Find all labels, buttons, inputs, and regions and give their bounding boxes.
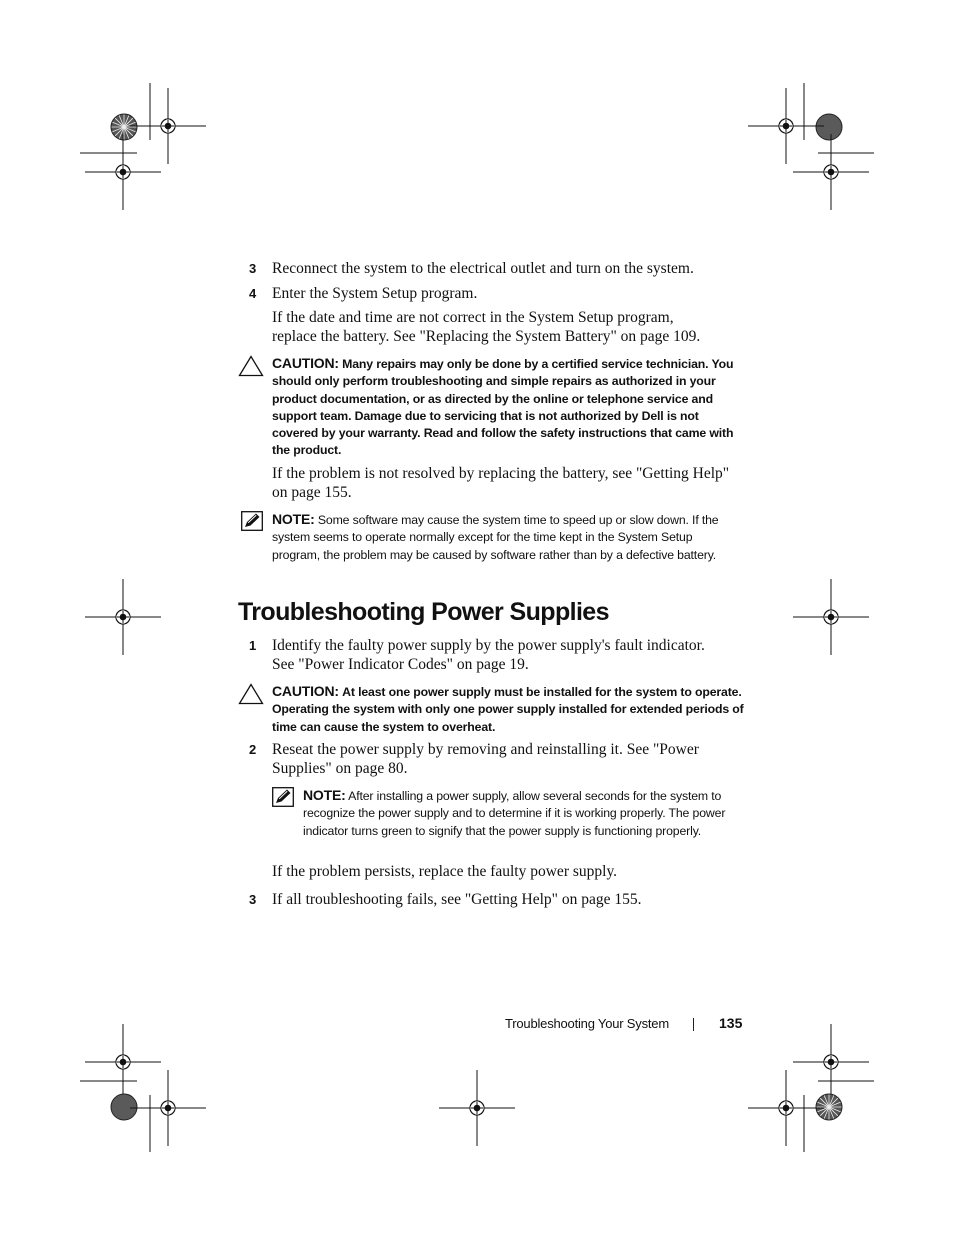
caution-triangle-icon bbox=[238, 355, 264, 377]
footer-divider bbox=[693, 1018, 694, 1031]
caution-triangle-icon bbox=[238, 683, 264, 705]
step-number: 3 bbox=[249, 892, 257, 907]
note-text: After installing a power supply, allow several seconds for the system to recognize the power supply and to determine if it is working properly. The power indicator turns green to signify that the power supply is functioning properly. bbox=[303, 789, 726, 838]
step-text: If all troubleshooting fails, see "Getting Help" on page 155. bbox=[272, 891, 642, 908]
step-number: 2 bbox=[249, 742, 257, 757]
note-label: NOTE: bbox=[303, 787, 346, 803]
paragraph-date-time: If the date and time are not correct in the System Setup program, replace the battery. See "Replacing the System Battery" on page 109. bbox=[272, 309, 701, 345]
caution-notice bbox=[272, 683, 746, 736]
step-number: 3 bbox=[249, 261, 257, 276]
caution-label: CAUTION: bbox=[272, 683, 339, 699]
note-pencil-icon bbox=[272, 787, 294, 807]
paragraph-persists: If the problem persists, replace the faulty power supply. bbox=[272, 863, 618, 880]
note-label: NOTE: bbox=[272, 511, 315, 527]
caution-text: At least one power supply must be installed for the system to operate. Operating the system with only one power supply installed for extended periods of time can cause the system to overheat. bbox=[272, 685, 744, 734]
page-number: 135 bbox=[719, 1015, 743, 1031]
footer-chapter-title: Troubleshooting Your System bbox=[505, 1016, 669, 1031]
step-text: Reconnect the system to the electrical outlet and turn on the system. bbox=[272, 260, 694, 277]
note-pencil-icon bbox=[241, 511, 263, 531]
paragraph-battery: If the problem is not resolved by replacing the battery, see "Getting Help" on page 155. bbox=[272, 465, 730, 501]
caution-text: Many repairs may only be done by a certified service technician. You should only perform troubleshooting and simple repairs as authorized in your product documentation, or as directed by the online or telephone service and support team. Damage due to servicing that is not authorized by Dell is not covered by your warranty. Read and follow the safety instructions that came with the product. bbox=[272, 357, 734, 458]
note-text: Some software may cause the system time to speed up or slow down. If the system seems to operate normally except for the time kept in the System Setup program, the problem may be caused by software rather than by a defective battery. bbox=[272, 513, 719, 562]
caution-notice bbox=[272, 355, 742, 460]
note-notice bbox=[272, 511, 722, 564]
section-heading: Troubleshooting Power Supplies bbox=[238, 598, 609, 626]
step-number: 1 bbox=[249, 638, 257, 653]
step-text: Identify the faulty power supply by the power supply's fault indicator. See "Power Indicator Codes" on page 19. bbox=[272, 637, 705, 673]
note-notice bbox=[303, 787, 735, 840]
step-text: Reseat the power supply by removing and reinstalling it. See "Power Supplies" on page 80. bbox=[272, 741, 699, 777]
step-text: Enter the System Setup program. bbox=[272, 285, 478, 302]
step-number: 4 bbox=[249, 286, 257, 301]
caution-label: CAUTION: bbox=[272, 355, 339, 371]
